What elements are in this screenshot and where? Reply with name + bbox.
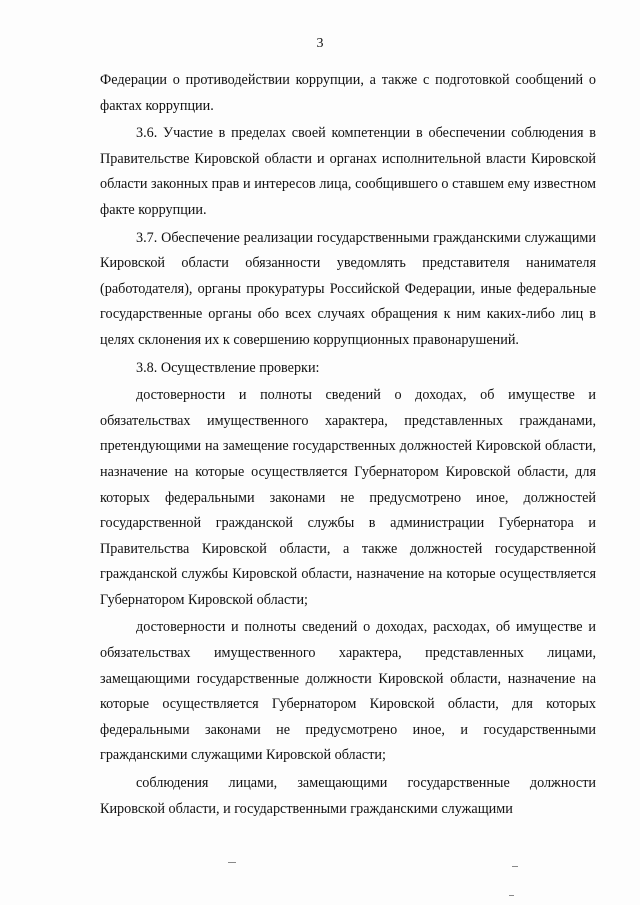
paragraph-3-6: 3.6. Участие в пределах своей компетенции в обеспечении соблюдения в Правительстве Кировской области и органах исполнительной власти Кировской области законных прав и интересов лица, сообщившего о ставшем ему известном факте коррупции. (100, 125, 596, 218)
page-number: 3 (316, 36, 324, 51)
scan-speck (228, 862, 236, 863)
scan-speck (509, 895, 514, 896)
paragraph-3-8-item-3: соблюдения лицами, замещающими государственные должности Кировской области, и государственными гражданскими служащими (100, 775, 596, 817)
paragraph-3-8-heading: 3.8. Осуществление проверки: (136, 359, 320, 376)
paragraph-3-8-item-1: достоверности и полноты сведений о доходах, об имуществе и обязательствах имущественного характера, представленных гражданами, претендующими на замещение государственных должностей Кировской области, назначение на которые осуществляется Губернатором Кировской области, для которых федеральными законами не предусмотрено иное, должностей государственной гражданской службы в администрации Губернатора и Правительства Кировской области, а также должностей государственной гражданской службы Кировской области, назначение на которые осуществляется Губернатором Кировской области; (100, 387, 596, 608)
paragraph-continuation: Федерации о противодействии коррупции, а также с подготовкой сообщений о фактах коррупции. (100, 72, 596, 114)
scan-speck (512, 866, 518, 867)
document-body (100, 68, 596, 822)
paragraph-3-7: 3.7. Обеспечение реализации государственными гражданскими служащими Кировской области обязанности уведомлять представителя нанимателя (работодателя), органы прокуратуры Российской Федерации, иные федеральные государственные органы обо всех случаях обращения к ним каких-либо лиц в целях склонения их к совершению коррупционных правонарушений. (100, 229, 596, 348)
paragraph-3-8-item-2: достоверности и полноты сведений о доходах, расходах, об имуществе и обязательствах имущественного характера, представленных лицами, замещающими государственные должности Кировской области, назначение на которые осуществляется Губернатором Кировской области, для которых федеральными законами не предусмотрено иное, и государственными гражданскими служащими Кировской области; (100, 619, 596, 764)
